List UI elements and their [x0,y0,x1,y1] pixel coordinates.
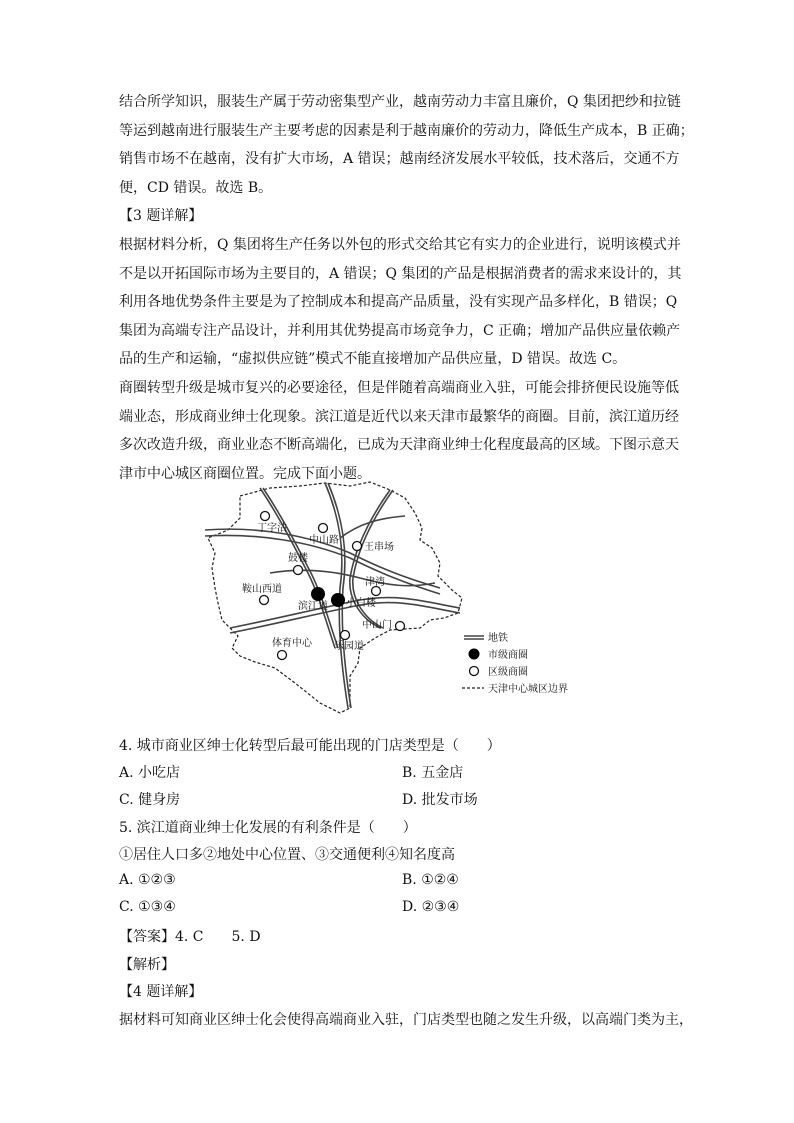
label-gulou: 鼓楼 [288,553,308,564]
text-line: 利用各地优势条件主要是为了控制成本和提高产品质量，没有实现产品多样化，B 错误；Q [119,294,678,311]
label-xiaobailou: 小白楼 [346,598,376,609]
question-5-stem: 5. 滨江道商业绅士化发展的有利条件是（ ） [119,820,417,836]
answer-line: 【答案】4. C 5. D [119,929,261,945]
legend-city-circle: 市级商圈 [488,650,528,661]
label-binjiangdao: 滨江道 [298,601,328,612]
q5-option-b: B. ①②④ [402,872,459,888]
map-legend [462,631,568,695]
paragraph-answer-2 [119,88,694,231]
question-4-stem: 4. 城市商业区绅士化转型后最可能出现的门店类型是（ ） [119,738,501,754]
analysis-heading: 【解析】 [119,957,175,973]
question-5-conditions: ①居住人口多②地处中心位置、③交通便利④知名度高 [119,847,455,863]
label-zhongshanmen: 中山门 [362,620,392,631]
label-zhongshanlu: 中山路 [309,535,339,546]
label-leyuandao: 乐园道 [334,641,364,652]
q4-option-b: B. 五金店 [402,765,464,781]
legend-subway: 地铁 [488,633,508,644]
marker-gulou [294,566,303,575]
marker-wangchuanchang [353,542,362,551]
tianjin-map [200,478,600,723]
section-heading: 【3 题详解】 [119,208,203,225]
q5-option-a: A. ①②③ [119,872,176,888]
marker-anshanxidao [260,596,269,605]
q4-option-d: D. 批发市场 [402,792,478,808]
text-line: 不是以开拓国际市场为主要目的，A 错误；Q 集团的产品是根据消费者的需求来设计的，其 [119,265,682,282]
marker-tiyuzhongxin [278,651,287,660]
legend-district-circle: 区级商圈 [488,667,528,678]
explanation-line: 据材料可知商业区绅士化会使得高端商业入驻，门店类型也随之发生升级，以高端门类为主， [119,1012,693,1028]
label-anshanxidao: 鞍山西道 [242,584,282,595]
text-line: 便，CD 错误。故选 B。 [119,179,273,196]
text-line: 商圈转型升级是城市复兴的必要途径，但是伴随着高端商业入驻，可能会排挤便民设施等低 [119,380,679,396]
marker-binjiangdao [311,587,325,601]
q5-option-c: C. ①③④ [119,899,176,915]
q4-option-a: A. 小吃店 [119,765,181,781]
marker-leyuandao [341,631,350,640]
text-line: 集团为高端专注产品设计，并利用其优势提高市场竞争力，C 正确；增加产品供应量依赖产 [119,322,681,339]
q5-option-d: D. ②③④ [402,899,460,915]
text-line: 端业态，形成商业绅士化现象。滨江道是近代以来天津市最繁华的商圈。目前，滨江道历经 [119,408,679,425]
section-4-heading: 【4 题详解】 [119,984,203,1000]
label-wangchuanchang: 王串场 [364,542,394,553]
text-line: 根据材料分析，Q 集团将生产任务以外包的形式交给其它有实力的企业进行，说明该模式并 [119,237,681,253]
label-dingzigu: 丁字沽 [257,523,287,534]
text-line: 等运到越南进行服装生产主要考虑的因素是利于越南廉价的劳动力，降低生产成本，B 正确； [119,122,694,139]
marker-zhongshanlu [319,524,328,533]
label-tiyuzhongxin: 体育中心 [272,638,312,649]
text-line: 品的生产和运输，“虚拟供应链”模式不能直接增加产品供应量，D 错误。故选 C。 [119,351,627,368]
marker-zhongshanmen [396,622,405,631]
label-jinwan: 津湾 [365,577,385,588]
marker-dingzigu [261,512,270,521]
paragraph-material [119,374,679,488]
legend-boundary: 天津中心城区边界 [488,684,568,695]
paragraph-answer-3 [119,231,682,374]
marker-xiaobailou [331,593,345,607]
text-line: 结合所学知识，服装生产属于劳动密集型产业，越南劳动力丰富且廉价，Q 集团把纱和拉链 [119,94,681,110]
text-line: 多次改造升级，商业业态不断高端化，已成为天津商业绅士化程度最高的区域。下图示意天 [119,437,679,454]
text-line: 销售市场不在越南，没有扩大市场，A 错误；越南经济发展水平较低，技术落后，交通不方 [119,151,680,168]
q4-option-c: C. 健身房 [119,792,181,808]
text-line: 津市中心城区商圈位置。完成下面小题。 [119,465,371,482]
subway-lines [205,483,460,708]
